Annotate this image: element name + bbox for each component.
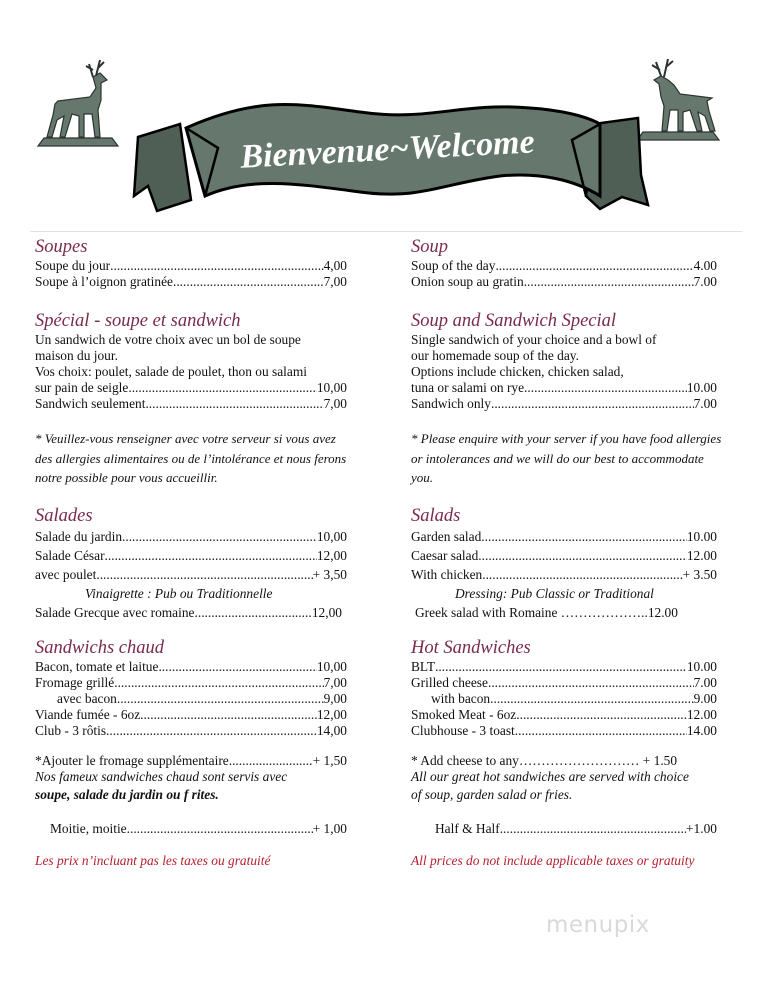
section-title-soupes: Soupes (35, 237, 88, 257)
menu-item: *Ajouter le fromage supplémentaire ..... + 1,50 (35, 753, 347, 769)
deer-right-icon (637, 59, 719, 140)
dressing-note: Dressing: Pub Classic or Traditional (455, 585, 654, 601)
section-title-hot-sandwiches: Hot Sandwiches (411, 637, 531, 658)
menu-item: Garden salad ..... 10.00 (411, 527, 717, 546)
hot-note: soupe, salade du jardin ou f rites. (35, 786, 219, 802)
allergy-note: * Veuillez-vous renseigner avec votre serveur si vous avez des allergies alimentaires ou de l’intolérance et nous ferons notre possible pour vous accueillir. (35, 431, 347, 485)
section-title-soup: Soup (411, 237, 448, 257)
menu-item: Club - 3 rôtis ..... 14,00 (35, 723, 347, 739)
menu-item: Greek salad with Romaine ………………..12.00 (415, 604, 678, 620)
section-title-sandwichs: Sandwichs chaud (35, 637, 164, 658)
watermark: menupix (546, 912, 650, 938)
menu-item: Soupe à l’oignon gratinée ..... 7,00 (35, 274, 347, 290)
menu-item: avec poulet ..... + 3,50 (35, 565, 347, 584)
menu-item: Fromage grillé ..... 7,00 (35, 675, 347, 691)
menu-item: Grilled cheese ..... 7.00 (411, 675, 717, 691)
menu-item: Salade Grecque avec romaine ..... 12,00 (35, 603, 342, 622)
menu-item: Sandwich seulement ..... 7,00 (35, 396, 347, 412)
hot-note: of soup, garden salad or fries. (411, 786, 573, 802)
menu-item: With chicken ..... + 3.50 (411, 565, 717, 584)
english-column (411, 236, 723, 869)
menu-item: Caesar salad ..... 12.00 (411, 546, 717, 565)
menu-item: Moitie, moitie ..... + 1,00 (35, 821, 347, 837)
menu-item: Viande fumée - 6oz ..... 12,00 (35, 707, 347, 723)
menu-item: Salade du jardin ..... 10,00 (35, 527, 347, 546)
menu-item: Salade César ..... 12,00 (35, 546, 347, 565)
menu-item: tuna or salami on rye ..... 10.00 (411, 380, 717, 396)
taxes-note: Les prix n’incluant pas les taxes ou gratuité (35, 852, 271, 868)
menu-item: Clubhouse - 3 toast ..... 14.00 (411, 723, 717, 739)
allergy-note: * Please enquire with your server if you have food allergies or intolerances and we will do our best to accommodate you. (411, 431, 722, 485)
menu-item: Half & Half ..... +1.00 (411, 821, 717, 837)
section-title-special: Spécial - soupe et sandwich (35, 311, 241, 331)
menu-item: avec bacon ..... 9,00 (35, 691, 347, 707)
description: Single sandwich of your choice and a bowl of (411, 332, 657, 347)
banner-title: Bienvenue~Welcome (239, 123, 536, 176)
hot-note: All our great hot sandwiches are served with choice (411, 768, 689, 784)
menu-item: Smoked Meat - 6oz ..... 12.00 (411, 707, 717, 723)
french-column (35, 236, 347, 869)
description: maison du jour. (35, 348, 118, 363)
taxes-note: All prices do not include applicable taxes or gratuity (411, 852, 695, 868)
description: Vos choix: poulet, salade de poulet, thon ou salami (35, 364, 307, 379)
dressing-note: Vinaigrette : Pub ou Traditionnelle (85, 585, 273, 601)
section-title-salads: Salads (411, 505, 461, 526)
hot-note: Nos fameux sandwiches chaud sont servis avec (35, 768, 288, 784)
section-title-special: Soup and Sandwich Special (411, 311, 617, 331)
menu-item: Onion soup au gratin ..... 7.00 (411, 274, 717, 290)
menu-item: with bacon ..... 9.00 (411, 691, 717, 707)
menu-item: Sandwich only ..... 7.00 (411, 396, 717, 412)
menu-item: * Add cheese to any……………………… + 1.50 (411, 752, 678, 768)
menu-item: Bacon, tomate et laitue ..... 10,00 (35, 659, 347, 675)
menu-item: Soupe du jour ..... 4,00 (35, 258, 347, 274)
deer-left-icon (38, 60, 118, 146)
description: our homemade soup of the day. (411, 348, 579, 363)
section-title-salades: Salades (35, 505, 93, 526)
description: Options include chicken, chicken salad, (411, 364, 624, 379)
welcome-banner (0, 0, 778, 232)
divider (30, 231, 742, 232)
menu-item: sur pain de seigle ..... 10,00 (35, 380, 347, 396)
menu-item: Soup of the day ..... 4.00 (411, 258, 717, 274)
description: Un sandwich de votre choix avec un bol de soupe (35, 332, 301, 347)
menu-item: BLT ..... 10.00 (411, 659, 717, 675)
